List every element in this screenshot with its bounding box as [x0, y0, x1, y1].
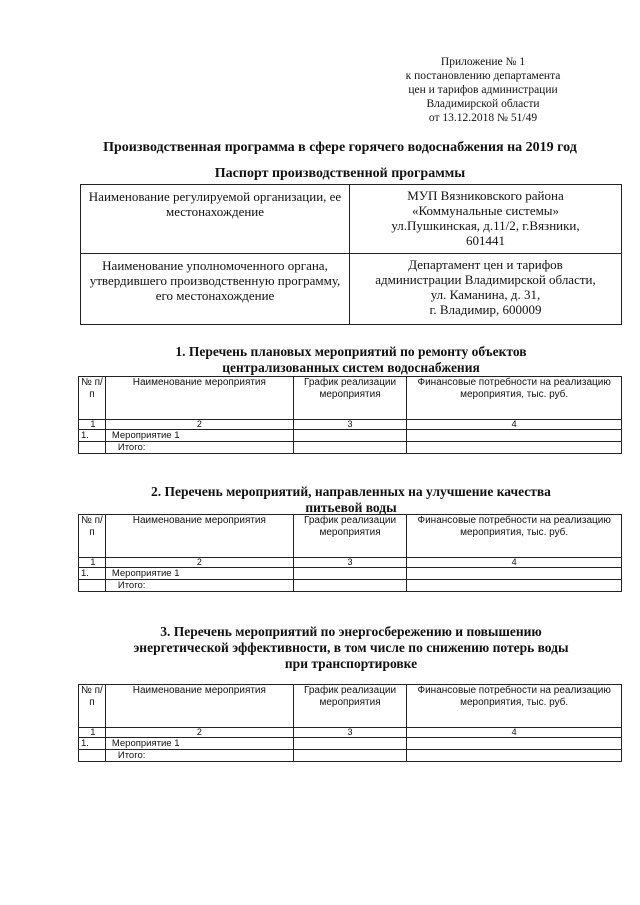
column-number: 2: [105, 558, 293, 568]
column-number: 2: [105, 728, 293, 738]
total-finance: [407, 750, 622, 762]
column-header-name: Наименование мероприятия: [105, 515, 293, 558]
appendix-line: Приложение № 1: [440, 56, 526, 68]
passport-row: [81, 254, 622, 325]
column-number: 1: [79, 558, 106, 568]
section-title-line: централизованных систем водоснабжения: [222, 360, 480, 375]
total-finance: [407, 442, 622, 454]
column-number: 4: [407, 558, 622, 568]
column-header-finance: Финансовые потребности на реализацию мероприятия, тыс. руб.: [407, 515, 622, 558]
section-title: [80, 344, 622, 376]
table-header-row: [79, 685, 622, 728]
column-header-schedule: График реализации мероприятия: [293, 377, 407, 420]
table-header-row: [79, 377, 622, 420]
passport-value-line: г. Владимир, 600009: [429, 302, 542, 317]
column-header-name: Наименование мероприятия: [105, 377, 293, 420]
appendix-line: от 13.12.2018 № 51/49: [428, 112, 538, 124]
row-number: 1.: [79, 568, 106, 580]
row-number: 1.: [79, 738, 106, 750]
total-num: [79, 442, 106, 454]
total-label: Итого:: [105, 580, 293, 592]
column-number: 4: [407, 420, 622, 430]
table-row: [79, 430, 622, 442]
column-number: 3: [293, 420, 407, 430]
passport-value-line: МУП Вязниковского района: [407, 188, 564, 203]
passport-table: [80, 184, 622, 325]
total-schedule: [293, 442, 407, 454]
section-title-line: энергетической эффективности, в том числе по снижению потерь воды: [133, 640, 569, 655]
section-title-line: 2. Перечень мероприятий, направленных на улучшение качества: [151, 484, 551, 499]
passport-row: [81, 185, 622, 254]
total-num: [79, 580, 106, 592]
total-label: Итого:: [105, 750, 293, 762]
row-finance: [407, 738, 622, 750]
events-table: [78, 376, 622, 454]
column-header-schedule: График реализации мероприятия: [293, 685, 407, 728]
column-number-row: [79, 558, 622, 568]
row-number: 1.: [79, 430, 106, 442]
column-number: 2: [105, 420, 293, 430]
passport-label: Наименование уполномоченного органа, утвердившего производственную программу, его местонахождение: [89, 258, 341, 303]
passport-label-cell: [81, 254, 350, 325]
total-finance: [407, 580, 622, 592]
column-header-name: Наименование мероприятия: [105, 685, 293, 728]
column-number-row: [79, 420, 622, 430]
row-schedule: [293, 738, 407, 750]
column-header-num: № п/п: [79, 515, 106, 558]
passport-value-line: ул.Пушкинская, д.11/2, г.Вязники,: [391, 218, 580, 233]
row-finance: [407, 568, 622, 580]
section-title-line: при транспортировке: [284, 656, 418, 671]
section-title-line: 3. Перечень мероприятий по энергосбережению и повышению: [160, 624, 542, 639]
column-number: 4: [407, 728, 622, 738]
table-header-row: [79, 515, 622, 558]
passport-value-line: администрации Владимирской области,: [375, 272, 596, 287]
passport-label: Наименование регулируемой организации, ее местонахождение: [88, 189, 342, 219]
total-label: Итого:: [105, 442, 293, 454]
section-title-line: 1. Перечень плановых мероприятий по ремонту объектов: [175, 344, 527, 359]
appendix-line: к постановлению департамента: [405, 70, 561, 82]
column-header-num: № п/п: [79, 377, 106, 420]
total-num: [79, 750, 106, 762]
row-schedule: [293, 430, 407, 442]
section-title-line: питьевой воды: [305, 500, 397, 515]
passport-value-line: Департамент цен и тарифов: [408, 257, 563, 272]
passport-title: Паспорт производственной программы: [214, 166, 466, 181]
appendix-line: Владимирской области: [426, 98, 540, 110]
column-header-finance: Финансовые потребности на реализацию мероприятия, тыс. руб.: [407, 377, 622, 420]
row-finance: [407, 430, 622, 442]
row-event-name: Мероприятие 1: [105, 738, 293, 750]
passport-value-cell: [350, 254, 622, 325]
passport-value-cell: [350, 185, 622, 254]
column-header-finance: Финансовые потребности на реализацию мероприятия, тыс. руб.: [407, 685, 622, 728]
table-row: [79, 738, 622, 750]
column-number-row: [79, 728, 622, 738]
passport-value-line: «Коммунальные системы»: [411, 203, 560, 218]
passport-value-line: ул. Каманина, д. 31,: [430, 287, 541, 302]
column-header-num: № п/п: [79, 685, 106, 728]
column-number: 1: [79, 728, 106, 738]
appendix-header: [378, 55, 588, 125]
events-table: [78, 514, 622, 592]
column-number: 3: [293, 558, 407, 568]
table-row: [79, 568, 622, 580]
section-title: [80, 484, 622, 516]
page-title: Производственная программа в сфере горячего водоснабжения на 2019 год: [103, 140, 577, 155]
row-event-name: Мероприятие 1: [105, 430, 293, 442]
row-schedule: [293, 568, 407, 580]
section-title: [80, 624, 622, 672]
passport-value-line: 601441: [466, 233, 505, 248]
column-number: 1: [79, 420, 106, 430]
total-row: [79, 750, 622, 762]
total-schedule: [293, 580, 407, 592]
column-number: 3: [293, 728, 407, 738]
total-row: [79, 580, 622, 592]
appendix-line: цен и тарифов администрации: [408, 84, 558, 96]
events-table: [78, 684, 622, 762]
total-row: [79, 442, 622, 454]
passport-label-cell: [81, 185, 350, 254]
row-event-name: Мероприятие 1: [105, 568, 293, 580]
total-schedule: [293, 750, 407, 762]
column-header-schedule: График реализации мероприятия: [293, 515, 407, 558]
